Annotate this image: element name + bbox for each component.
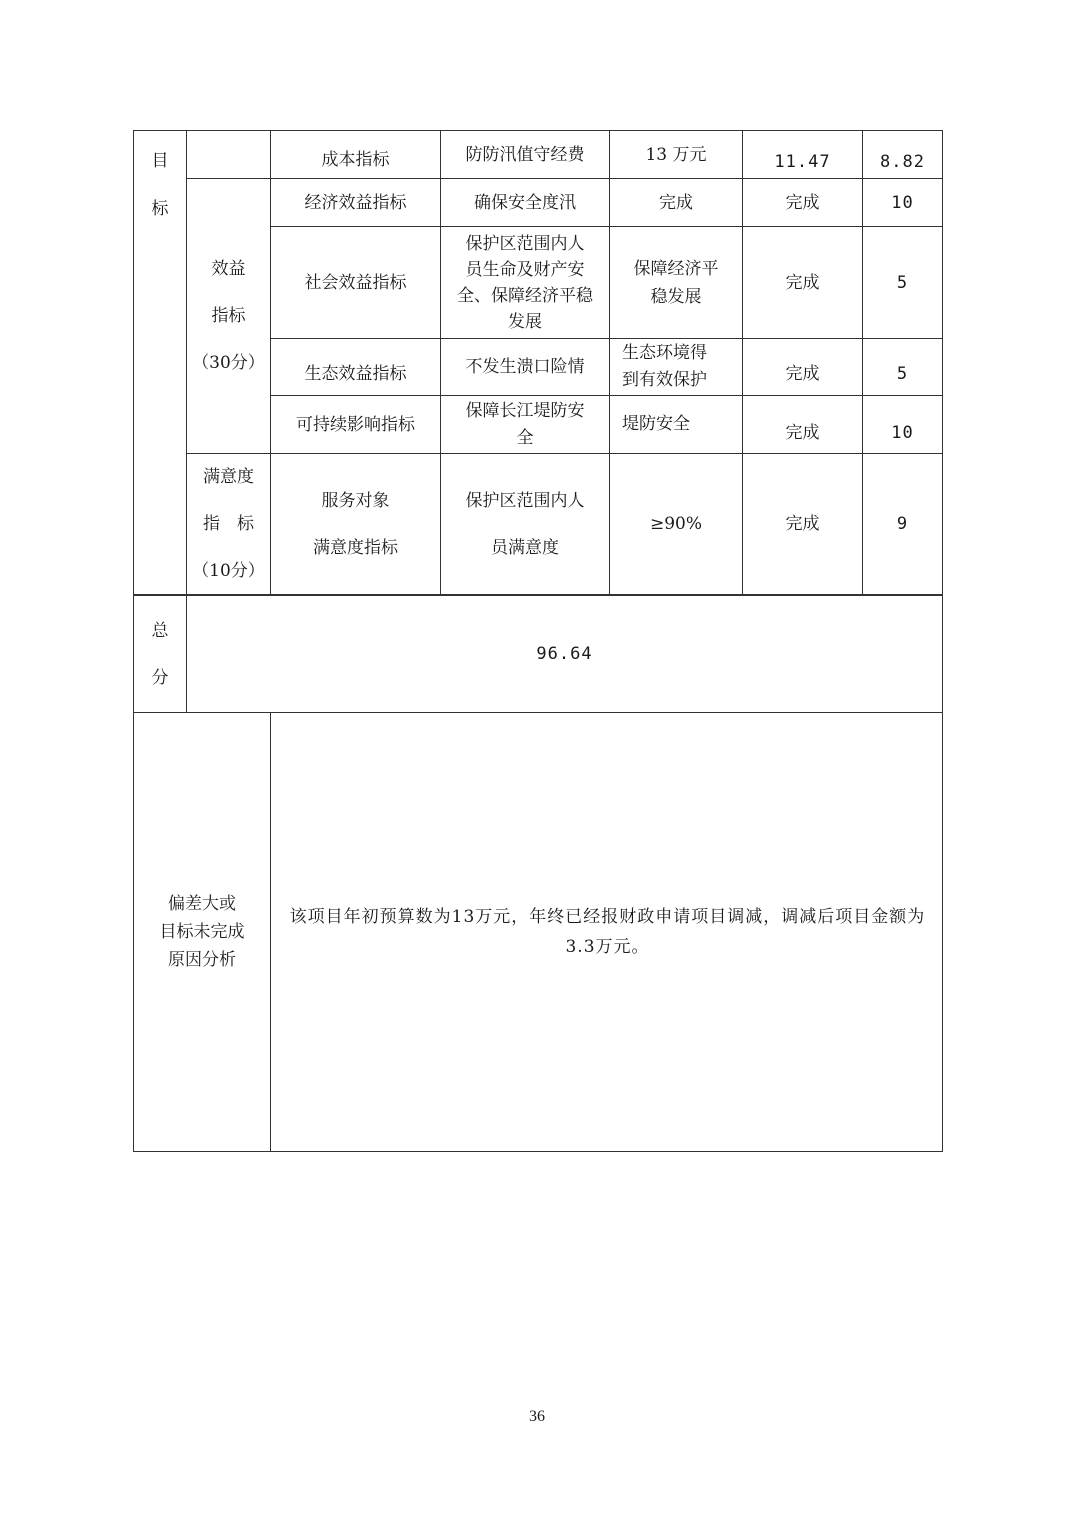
satisfaction-indicator-cell — [271, 454, 441, 595]
satisfaction-label-line-3: （10分） — [192, 561, 265, 581]
cost-actual-cell: 11.47 — [743, 131, 863, 179]
satisfaction-actual-cell: 完成 — [743, 454, 863, 595]
total-label-cell — [134, 596, 187, 713]
reason-label-line-1: 偏差大或 — [168, 894, 236, 914]
social-target-cell — [610, 227, 743, 339]
economic-score-cell: 10 — [863, 179, 943, 227]
benefit-label-line-2: 指标 — [211, 306, 246, 326]
ecological-target-cell — [610, 339, 743, 396]
sustainable-content-line-1: 保障长江堤防安 — [465, 400, 585, 421]
social-content-line-2: 员生命及财产安 — [465, 259, 585, 280]
satisfaction-indicator-line-1: 服务对象 — [321, 490, 390, 511]
page-number: 36 — [529, 1408, 545, 1425]
reason-label-line-2: 目标未完成 — [159, 922, 245, 942]
social-target-line-2: 稳发展 — [650, 287, 702, 307]
economic-target-cell: 完成 — [610, 179, 743, 227]
cost-score-cell: 8.82 — [863, 131, 943, 179]
ecological-target-line-1: 生态环境得 — [622, 343, 707, 363]
satisfaction-content-line-1: 保护区范围内人 — [465, 490, 585, 511]
satisfaction-content-cell — [441, 454, 610, 595]
reason-label-line-3: 原因分析 — [168, 950, 236, 970]
reason-label-cell — [134, 713, 271, 1152]
target-label-char-1: 目 — [151, 151, 169, 171]
satisfaction-indicator-line-2: 满意度指标 — [313, 537, 398, 558]
social-score-cell: 5 — [863, 227, 943, 339]
economic-indicator-cell: 经济效益指标 — [271, 179, 441, 227]
ecological-content-cell: 不发生溃口险情 — [441, 339, 610, 396]
satisfaction-content-line-2: 员满意度 — [491, 537, 559, 558]
sustainable-content-cell — [441, 396, 610, 454]
total-label-char-2: 分 — [151, 667, 169, 688]
social-actual-cell: 完成 — [743, 227, 863, 339]
benefit-label-line-1: 效益 — [211, 259, 246, 279]
target-label-char-2: 标 — [151, 199, 169, 219]
social-content-line-3: 全、保障经济平稳 — [457, 285, 593, 306]
satisfaction-score-cell: 9 — [863, 454, 943, 595]
social-indicator-cell: 社会效益指标 — [271, 227, 441, 339]
benefit-label-cell — [187, 179, 271, 454]
social-content-line-1: 保护区范围内人 — [465, 233, 585, 254]
target-label-cell — [134, 131, 187, 595]
performance-table — [133, 130, 943, 595]
social-content-line-4: 发展 — [508, 311, 542, 332]
total-label-char-1: 总 — [151, 620, 169, 641]
ecological-actual-cell: 完成 — [743, 339, 863, 396]
social-target-line-1: 保障经济平 — [633, 259, 719, 279]
economic-content-cell: 确保安全度汛 — [441, 179, 610, 227]
ecological-score-cell: 5 — [863, 339, 943, 396]
economic-actual-cell: 完成 — [743, 179, 863, 227]
cost-subcategory-cell — [187, 131, 271, 179]
satisfaction-label-line-2: 指 标 — [203, 514, 254, 534]
sustainable-score-cell: 10 — [863, 396, 943, 454]
sustainable-indicator-cell: 可持续影响指标 — [271, 396, 441, 454]
sustainable-target-cell: 堤防安全 — [610, 396, 743, 454]
ecological-target-line-2: 到有效保护 — [622, 370, 707, 390]
benefit-label-line-3: （30分） — [192, 353, 265, 373]
ecological-indicator-cell: 生态效益指标 — [271, 339, 441, 396]
social-content-cell — [441, 227, 610, 339]
sustainable-actual-cell: 完成 — [743, 396, 863, 454]
cost-content-cell: 防防汛值守经费 — [441, 131, 610, 179]
cost-indicator-cell: 成本指标 — [271, 131, 441, 179]
cost-target-cell: 13 万元 — [610, 131, 743, 179]
total-value-cell: 96.64 — [187, 596, 943, 713]
sustainable-content-line-2: 全 — [516, 427, 534, 448]
satisfaction-target-cell: ≥90% — [610, 454, 743, 595]
summary-table — [133, 595, 943, 1152]
reason-text-cell: 该项目年初预算数为13万元，年终已经报财政申请项目调减，调减后项目金额为3.3万元。 — [271, 713, 943, 1152]
satisfaction-label-cell — [187, 454, 271, 595]
satisfaction-label-line-1: 满意度 — [203, 467, 254, 487]
